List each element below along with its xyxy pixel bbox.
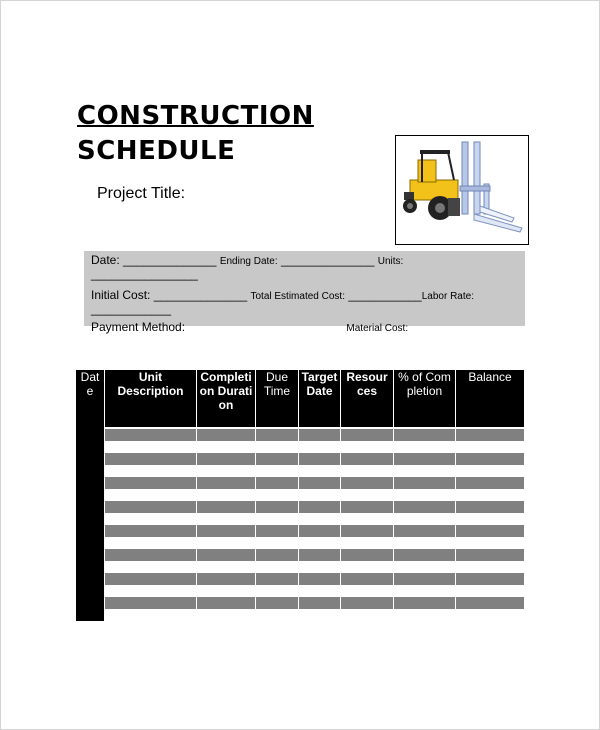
project-info-panel xyxy=(84,251,525,334)
initial-cost-field[interactable]: ______________ xyxy=(153,288,248,302)
table-cell[interactable] xyxy=(299,513,341,525)
table-cell[interactable] xyxy=(105,477,197,489)
payment-method-label: Payment Method: xyxy=(91,320,186,334)
table-row xyxy=(76,549,524,561)
table-cell[interactable] xyxy=(256,489,299,501)
forklift-icon xyxy=(396,136,528,244)
table-cell[interactable] xyxy=(394,429,456,441)
table-cell[interactable] xyxy=(341,585,394,597)
table-cell[interactable] xyxy=(197,501,256,513)
table-cell[interactable] xyxy=(299,489,341,501)
table-cell[interactable] xyxy=(105,429,197,441)
table-cell[interactable] xyxy=(456,585,524,597)
schedule-table xyxy=(76,370,524,621)
table-cell[interactable] xyxy=(456,537,524,549)
table-cell[interactable] xyxy=(341,525,394,537)
table-row xyxy=(76,453,524,465)
table-cell[interactable] xyxy=(394,609,456,621)
table-row xyxy=(76,441,524,453)
table-cell[interactable] xyxy=(256,513,299,525)
ending-date-label: Ending Date: xyxy=(219,256,278,267)
document-title xyxy=(77,99,327,166)
table-cell[interactable] xyxy=(341,465,394,477)
table-cell[interactable] xyxy=(394,585,456,597)
table-cell[interactable] xyxy=(197,609,256,621)
total-estimated-cost-label: Total Estimated Cost: xyxy=(250,291,345,302)
table-cell[interactable] xyxy=(299,549,341,561)
table-cell[interactable] xyxy=(76,441,105,453)
units-label: Units: xyxy=(377,256,404,267)
table-cell[interactable] xyxy=(76,549,105,561)
table-cell[interactable] xyxy=(256,573,299,585)
ending-date-field[interactable]: ______________ xyxy=(280,253,375,267)
table-row xyxy=(76,477,524,489)
payment-row xyxy=(91,320,408,334)
table-row xyxy=(76,573,524,585)
table-cell[interactable] xyxy=(105,609,197,621)
table-cell[interactable] xyxy=(299,501,341,513)
table-cell[interactable] xyxy=(76,561,105,573)
table-cell[interactable] xyxy=(197,441,256,453)
table-cell[interactable] xyxy=(299,561,341,573)
table-cell[interactable] xyxy=(394,501,456,513)
table-row xyxy=(76,501,524,513)
total-estimated-cost-field[interactable]: ___________ xyxy=(348,288,422,302)
table-cell[interactable] xyxy=(341,441,394,453)
table-cell[interactable] xyxy=(105,525,197,537)
table-cell[interactable] xyxy=(76,609,105,621)
labor-rate-field[interactable]: ____________ xyxy=(91,302,172,316)
table-row xyxy=(76,429,524,441)
table-cell[interactable] xyxy=(299,537,341,549)
table-cell[interactable] xyxy=(76,501,105,513)
table-cell[interactable] xyxy=(105,585,197,597)
table-cell[interactable] xyxy=(105,501,197,513)
table-cell[interactable] xyxy=(105,453,197,465)
table-cell[interactable] xyxy=(197,489,256,501)
table-header-row xyxy=(76,370,524,427)
table-row xyxy=(76,585,524,597)
table-cell[interactable] xyxy=(341,453,394,465)
table-cell[interactable] xyxy=(299,597,341,609)
table-cell[interactable] xyxy=(197,477,256,489)
table-cell[interactable] xyxy=(299,429,341,441)
table-cell[interactable] xyxy=(76,513,105,525)
table-cell[interactable] xyxy=(341,513,394,525)
table-cell[interactable] xyxy=(299,441,341,453)
table-cell[interactable] xyxy=(394,537,456,549)
table-cell[interactable] xyxy=(394,597,456,609)
table-cell[interactable] xyxy=(341,537,394,549)
table-cell[interactable] xyxy=(76,573,105,585)
table-cell[interactable] xyxy=(341,609,394,621)
table-row xyxy=(76,465,524,477)
table-cell[interactable] xyxy=(76,477,105,489)
table-cell[interactable] xyxy=(299,609,341,621)
table-cell[interactable] xyxy=(256,549,299,561)
table-cell[interactable] xyxy=(456,477,524,489)
table-cell[interactable] xyxy=(76,465,105,477)
material-cost-label: Material Cost: xyxy=(346,323,409,334)
table-cell[interactable] xyxy=(105,441,197,453)
table-cell[interactable] xyxy=(105,573,197,585)
table-row xyxy=(76,537,524,549)
table-cell[interactable] xyxy=(105,465,197,477)
table-cell[interactable] xyxy=(76,453,105,465)
table-cell[interactable] xyxy=(256,501,299,513)
col-completion-duration-header: Completion Duration xyxy=(197,370,256,427)
table-cell[interactable] xyxy=(394,525,456,537)
table-cell[interactable] xyxy=(197,561,256,573)
table-cell[interactable] xyxy=(299,525,341,537)
table-cell[interactable] xyxy=(197,465,256,477)
table-cell[interactable] xyxy=(76,537,105,549)
table-cell[interactable] xyxy=(394,489,456,501)
table-cell[interactable] xyxy=(299,453,341,465)
title-line-2: SCHEDULE xyxy=(77,136,236,166)
col-target-date-header: Target Date xyxy=(299,370,341,427)
table-cell[interactable] xyxy=(341,501,394,513)
table-cell[interactable] xyxy=(341,561,394,573)
forklift-image-frame xyxy=(395,135,529,245)
table-cell[interactable] xyxy=(456,549,524,561)
cost-row xyxy=(91,288,474,302)
table-cell[interactable] xyxy=(394,573,456,585)
table-cell[interactable] xyxy=(394,477,456,489)
table-cell[interactable] xyxy=(105,561,197,573)
date-label: Date: xyxy=(91,253,120,267)
table-cell[interactable] xyxy=(256,441,299,453)
table-cell[interactable] xyxy=(105,597,197,609)
table-cell[interactable] xyxy=(341,597,394,609)
table-row xyxy=(76,597,524,609)
table-cell[interactable] xyxy=(394,513,456,525)
table-cell[interactable] xyxy=(456,429,524,441)
table-cell[interactable] xyxy=(197,597,256,609)
table-row xyxy=(76,525,524,537)
col-balance-header: Balance xyxy=(456,370,524,427)
table-row xyxy=(76,609,524,621)
table-cell[interactable] xyxy=(341,549,394,561)
col-due-time-header: Due Time xyxy=(256,370,299,427)
table-cell[interactable] xyxy=(256,585,299,597)
table-cell[interactable] xyxy=(105,549,197,561)
table-cell[interactable] xyxy=(197,573,256,585)
project-title-label: Project Title: xyxy=(97,185,186,202)
table-cell[interactable] xyxy=(456,525,524,537)
table-cell[interactable] xyxy=(197,585,256,597)
table-row xyxy=(76,489,524,501)
table-cell[interactable] xyxy=(394,453,456,465)
table-cell[interactable] xyxy=(256,429,299,441)
title-line-1: CONSTRUCTION xyxy=(77,101,314,131)
table-cell[interactable] xyxy=(105,537,197,549)
table-cell[interactable] xyxy=(456,609,524,621)
table-cell[interactable] xyxy=(76,585,105,597)
table-cell[interactable] xyxy=(341,489,394,501)
table-cell[interactable] xyxy=(76,597,105,609)
table-cell[interactable] xyxy=(456,489,524,501)
table-cell[interactable] xyxy=(394,549,456,561)
labor-rate-label: Labor Rate: xyxy=(421,291,474,302)
table-cell[interactable] xyxy=(456,465,524,477)
table-cell[interactable] xyxy=(76,525,105,537)
table-cell[interactable] xyxy=(456,513,524,525)
table-cell[interactable] xyxy=(105,513,197,525)
col-percent-completion-header: % of Completion xyxy=(394,370,456,427)
table-cell[interactable] xyxy=(256,465,299,477)
col-date-header: Date xyxy=(76,370,105,427)
table-cell[interactable] xyxy=(299,573,341,585)
table-cell[interactable] xyxy=(394,561,456,573)
table-cell[interactable] xyxy=(299,477,341,489)
table-row xyxy=(76,513,524,525)
table-cell[interactable] xyxy=(256,597,299,609)
table-row xyxy=(76,561,524,573)
table-cell[interactable] xyxy=(456,597,524,609)
table-cell[interactable] xyxy=(341,429,394,441)
table-cell[interactable] xyxy=(197,549,256,561)
table-cell[interactable] xyxy=(456,453,524,465)
table-cell[interactable] xyxy=(76,489,105,501)
table-cell[interactable] xyxy=(456,441,524,453)
units-field[interactable]: ________________ xyxy=(91,267,198,281)
table-cell[interactable] xyxy=(394,441,456,453)
table-cell[interactable] xyxy=(197,537,256,549)
table-cell[interactable] xyxy=(394,465,456,477)
table-cell[interactable] xyxy=(197,429,256,441)
table-cell[interactable] xyxy=(197,513,256,525)
table-cell[interactable] xyxy=(197,453,256,465)
table-cell[interactable] xyxy=(456,501,524,513)
table-cell[interactable] xyxy=(256,609,299,621)
table-cell[interactable] xyxy=(256,537,299,549)
table-cell[interactable] xyxy=(341,477,394,489)
initial-cost-label: Initial Cost: xyxy=(91,288,151,302)
table-cell[interactable] xyxy=(256,561,299,573)
table-cell[interactable] xyxy=(299,465,341,477)
table-cell[interactable] xyxy=(76,429,105,441)
table-cell[interactable] xyxy=(456,561,524,573)
table-cell[interactable] xyxy=(256,453,299,465)
table-cell[interactable] xyxy=(105,489,197,501)
table-cell[interactable] xyxy=(456,573,524,585)
col-unit-description-header: Unit Description xyxy=(105,370,197,427)
table-cell[interactable] xyxy=(299,585,341,597)
date-field[interactable]: ______________ xyxy=(123,253,217,267)
table-cell[interactable] xyxy=(197,525,256,537)
table-cell[interactable] xyxy=(341,573,394,585)
schedule-body xyxy=(76,427,524,621)
date-row xyxy=(91,253,403,267)
col-resources-header: Resources xyxy=(341,370,394,427)
table-cell[interactable] xyxy=(256,477,299,489)
table-cell[interactable] xyxy=(256,525,299,537)
